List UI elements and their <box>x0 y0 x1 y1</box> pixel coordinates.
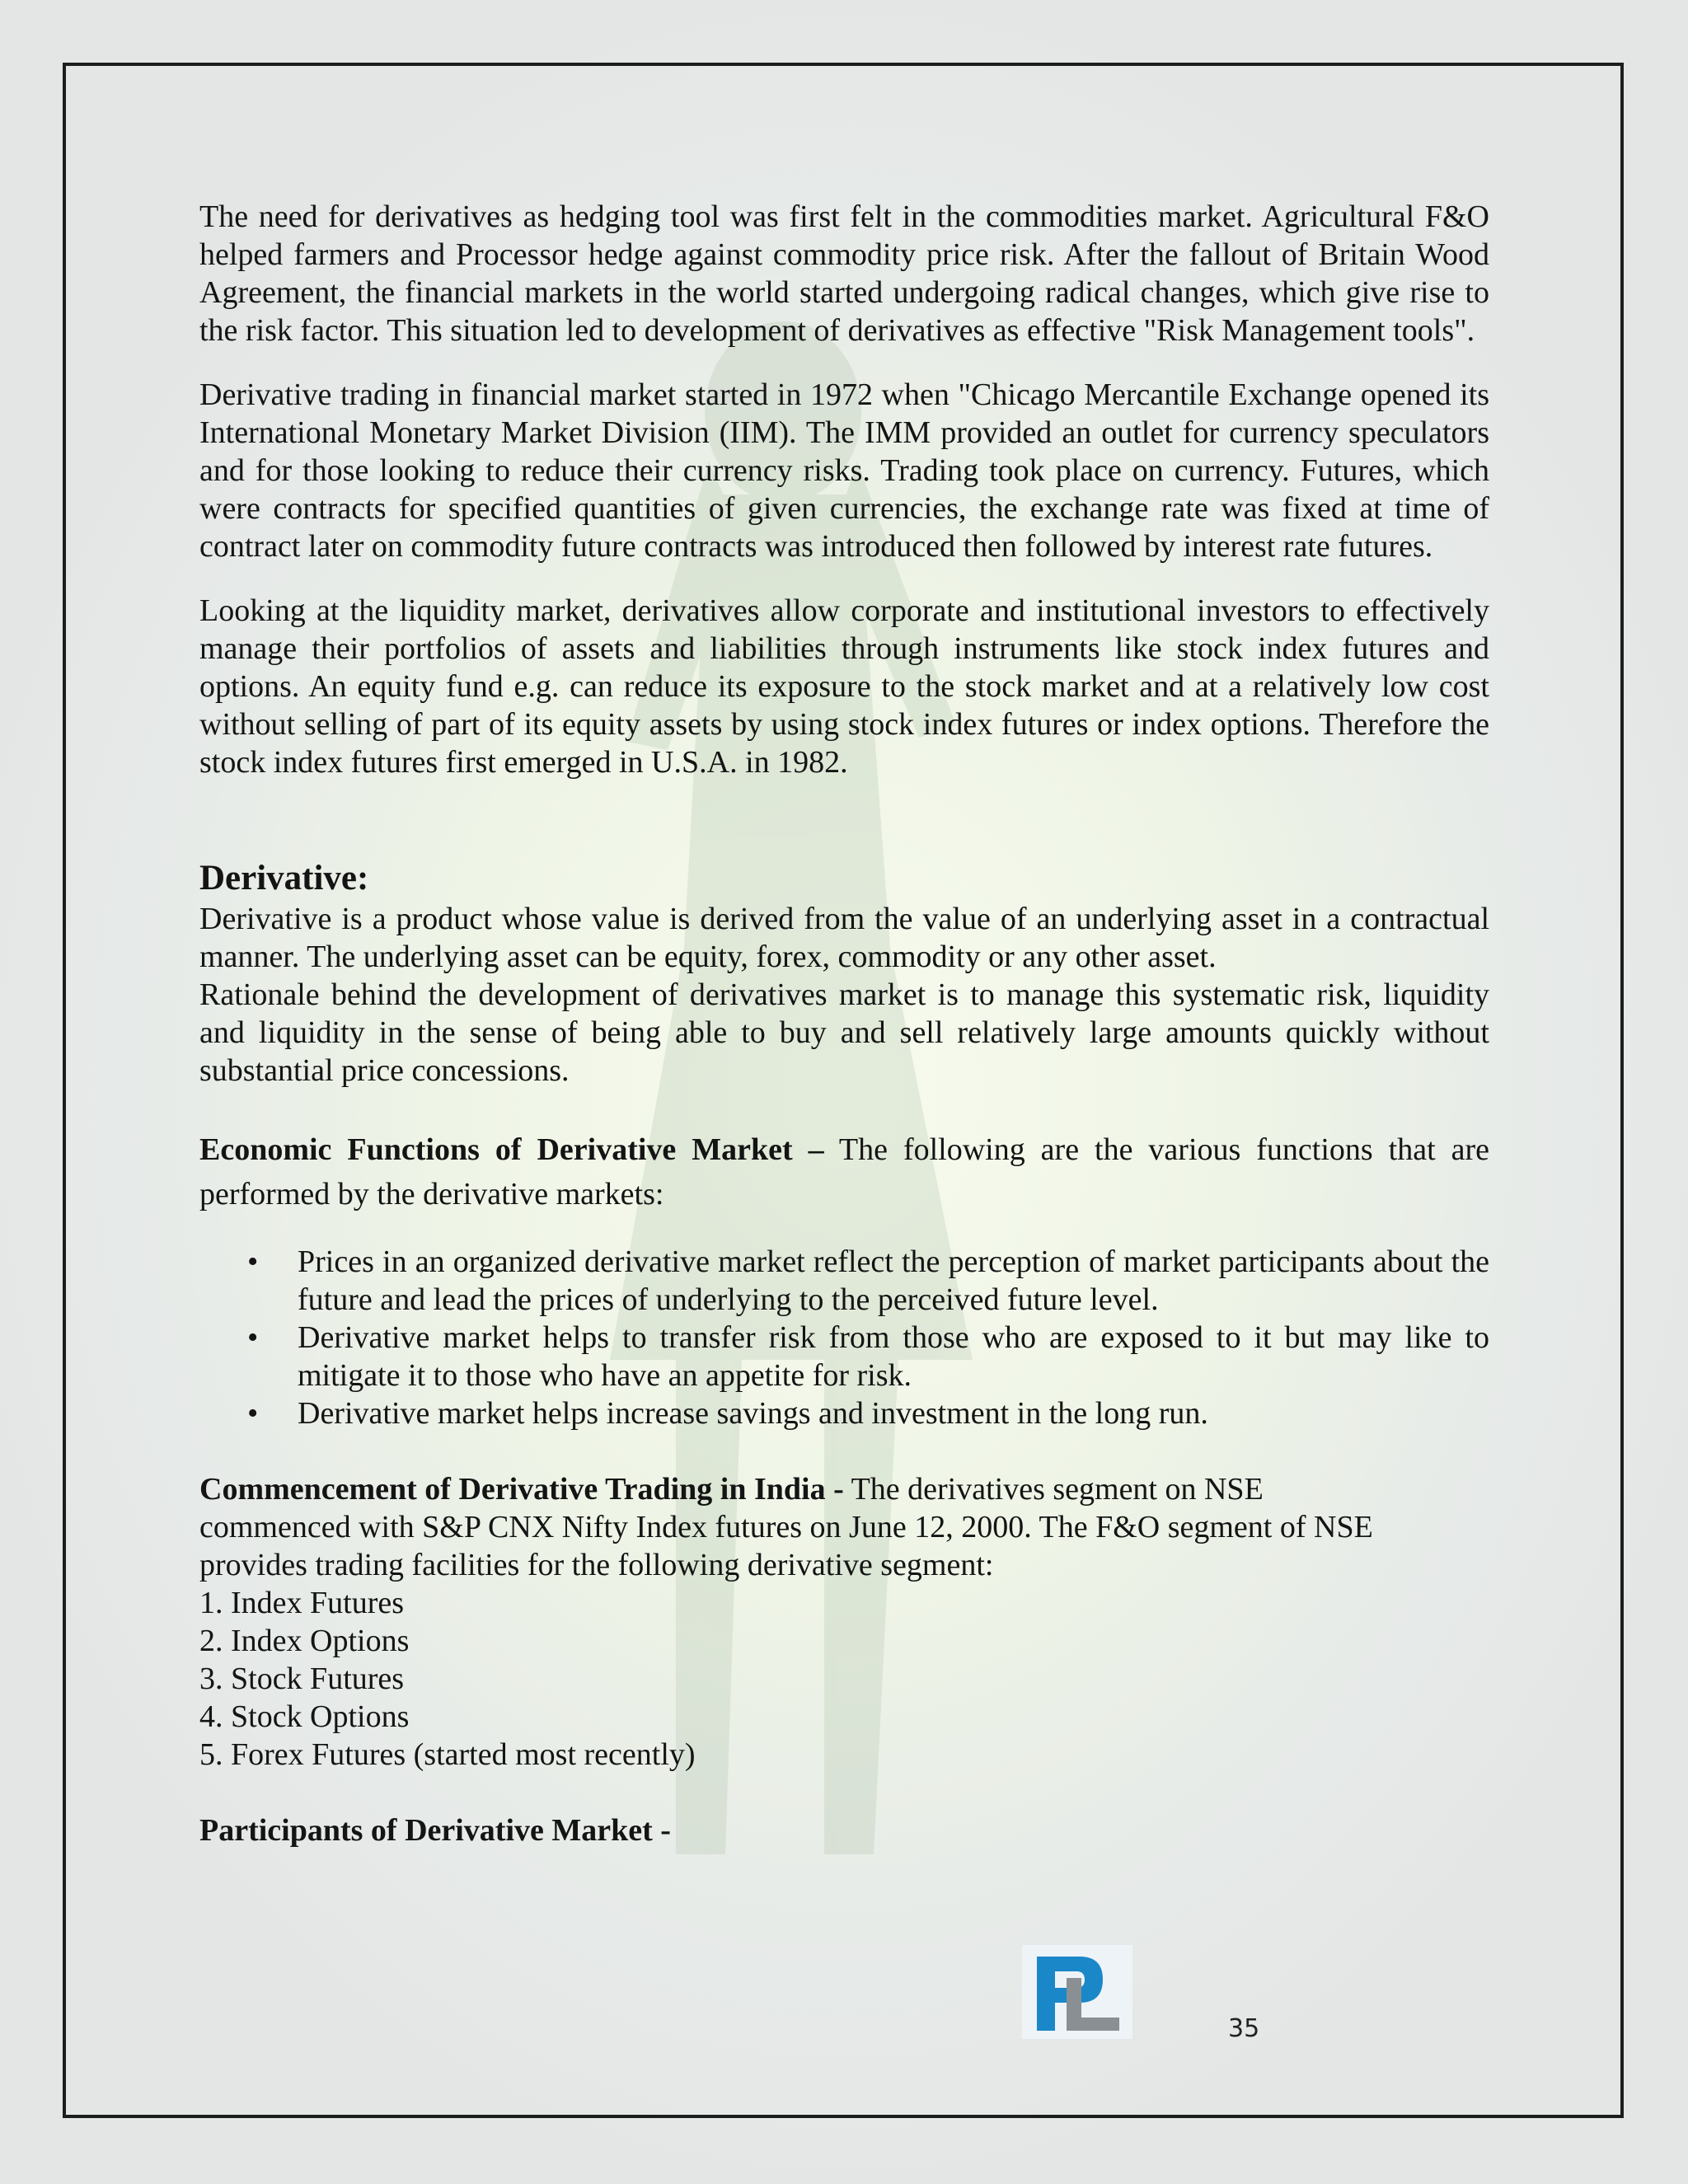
paragraph-liquidity-market: Looking at the liquidity market, derivatives allow corporate and institutional investors to effectively manage their portfolios of assets and liabilities through instruments like stock index futures and options. An equity fund e.g. can reduce its exposure to the stock market and at a relatively low cost without selling of part of its equity assets by using stock index futures or index options. Therefore the stock index futures first emerged in U.S.A. in 1982. <box>199 593 1489 780</box>
bullet-icon: • <box>247 1320 259 1355</box>
pl-logo-icon <box>1022 1945 1132 2039</box>
segment-item: 3. Stock Futures <box>199 1661 405 1696</box>
paragraph-derivative-definition: Derivative is a product whose value is derived from the value of an underlying asset in a contractual manner. The underlying asset can be equity, forex, commodity or any other asset. <box>199 902 1489 974</box>
paragraph-derivative-trading-history: Derivative trading in financial market started in 1972 when "Chicago Mercantile Exchange opened its International Monetary Market Division (IIM). The IMM provided an outlet for currency speculators and for those looking to reduce their currency risks. Trading took place on currency. Futures, which were contracts for specified quantities of given currencies, the exchange rate was fixed at time of contract later on commodity future contracts was introduced then followed by interest rate futures. <box>199 377 1489 564</box>
segment-item: 4. Stock Options <box>199 1699 410 1734</box>
segment-item: 2. Index Options <box>199 1624 410 1658</box>
list-item: • Prices in an organized derivative market reflect the perception of market participants about the future and lead the prices of underlying to the perceived future level. <box>247 1244 1489 1317</box>
segment-item: 5. Forex Futures (started most recently) <box>199 1737 696 1772</box>
page-number: 35 <box>1228 2014 1260 2043</box>
paragraph-hedging-origin: The need for derivatives as hedging tool was first felt in the commodities market. Agricultural F&O helped farmers and Processor hedge against commodity price risk. After the fallout of Britain Wood Agreement, the financial markets in the world started undergoing radical changes, which give rise to the risk factor. This situation led to development of derivatives as effective "Risk Management tools". <box>199 199 1489 348</box>
commencement-line-1: Commencement of Derivative Trading in India - The derivatives segment on NSE <box>199 1472 1264 1507</box>
bullet-icon: • <box>247 1396 259 1431</box>
segment-item: 1. Index Futures <box>199 1586 405 1620</box>
economic-functions-intro: The following are the various functions that are performed by the derivative markets: <box>199 1132 1489 1212</box>
commencement-section <box>199 1470 1489 1774</box>
paragraph-derivative-rationale: Rationale behind the development of derivatives market is to manage this systematic risk, liquidity and liquidity in the sense of being able to buy and sell relatively large amounts quickly without substantial price concessions. <box>199 977 1489 1088</box>
bullet-icon: • <box>247 1244 259 1279</box>
document-body <box>199 198 1489 1849</box>
paragraph-economic-functions <box>199 1127 1489 1216</box>
section-heading-derivative: Derivative: <box>199 859 369 898</box>
list-item: • Derivative market helps increase savings and investment in the long run. <box>247 1396 1208 1431</box>
list-item: • Derivative market helps to transfer risk from those who are exposed to it but may like to mitigate it to those who have an appetite for risk. <box>247 1320 1489 1393</box>
commencement-line-3: provides trading facilities for the following derivative segment: <box>199 1548 994 1582</box>
commencement-title: Commencement of Derivative Trading in India - <box>199 1472 844 1507</box>
economic-functions-title: Economic Functions of Derivative Market – <box>199 1132 824 1167</box>
commencement-line-2: commenced with S&P CNX Nifty Index futures on June 12, 2000. The F&O segment of NSE <box>199 1510 1373 1544</box>
participants-heading: Participants of Derivative Market - <box>199 1813 671 1848</box>
economic-functions-list <box>199 1243 1489 1432</box>
